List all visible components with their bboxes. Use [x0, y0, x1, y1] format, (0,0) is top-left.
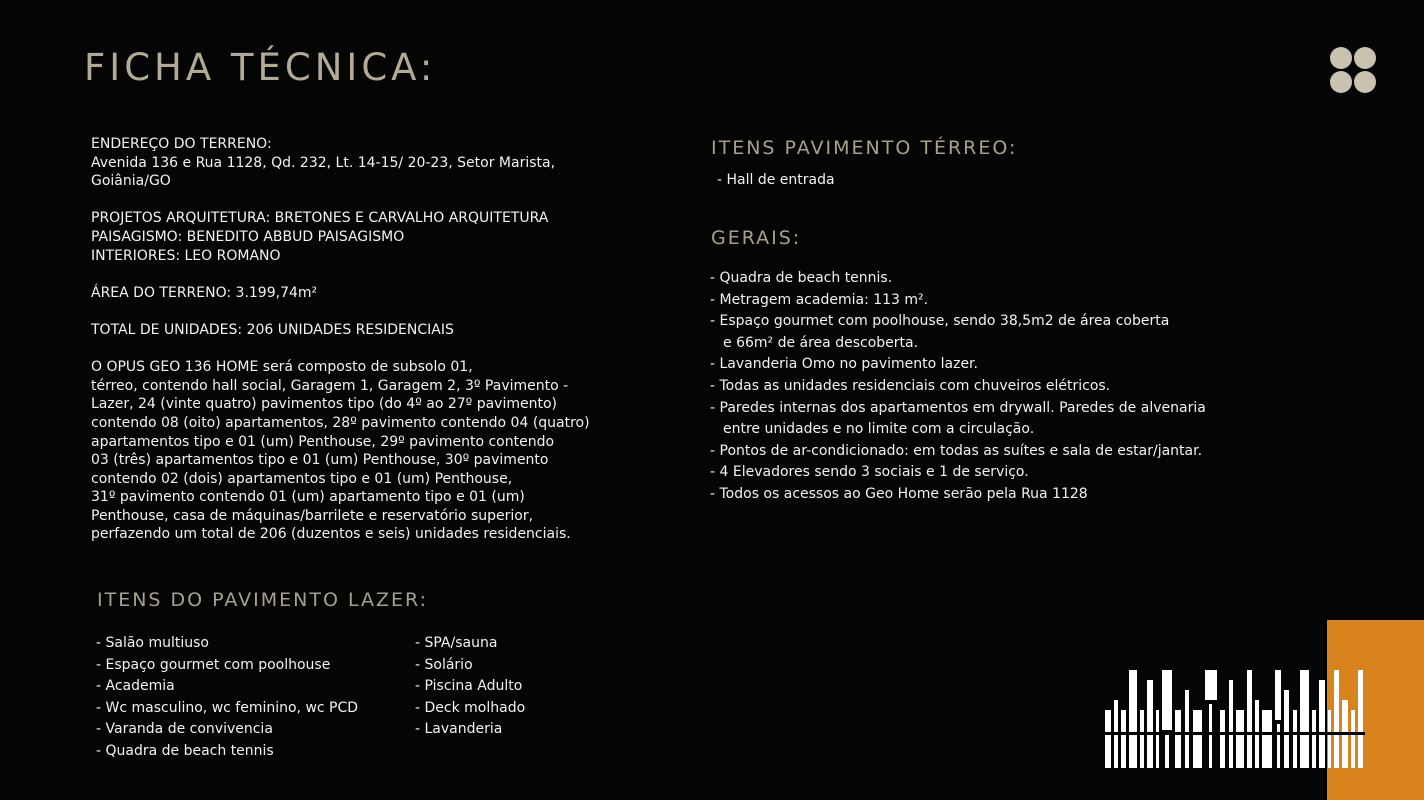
list-item: - Piscina Adulto: [415, 678, 523, 694]
terreo-heading: ITENS PAVIMENTO TÉRREO:: [711, 137, 1018, 159]
list-item: - Deck molhado: [415, 699, 526, 716]
list-item-text: - Paredes internas dos apartamentos em drywall. Paredes de alvenaria: [710, 399, 1206, 416]
list-item-text: - Quadra de beach tennis.: [710, 270, 893, 286]
page-title: FICHA TÉCNICA:: [84, 46, 437, 89]
list-item-continuation: e 66m² de área descoberta.: [723, 334, 919, 351]
list-item: [710, 484, 1206, 506]
gerais-heading: GERAIS:: [711, 227, 802, 249]
list-item: - Solário: [415, 656, 473, 673]
terreo-list: [717, 170, 835, 192]
interiors-credit: INTERIORES: LEO ROMANO: [91, 247, 281, 264]
list-item-text: - Pontos de ar-condicionado: em todas as suítes e sala de estar/jantar.: [710, 442, 1203, 459]
landscaping-credit: PAISAGISMO: BENEDITO ABBUD PAISAGISMO: [91, 228, 405, 245]
description-line: térreo, contendo hall social, Garagem 1, Garagem 2, 3º Pavimento -: [91, 377, 569, 394]
list-item: [710, 376, 1206, 398]
list-item: - Academia: [96, 678, 175, 694]
list-item-text: - Todas as unidades residenciais com chuveiros elétricos.: [710, 377, 1111, 394]
lazer-heading: ITENS DO PAVIMENTO LAZER:: [97, 589, 429, 611]
description-line: Penthouse, casa de máquinas/barrilete e reservatório superior,: [91, 507, 534, 524]
total-units: TOTAL DE UNIDADES: 206 UNIDADES RESIDENCIAIS: [91, 321, 454, 338]
list-item-continuation: entre unidades e no limite com a circulação.: [723, 421, 1035, 438]
address-line: Avenida 136 e Rua 1128, Qd. 232, Lt. 14-15/ 20-23, Setor Marista,: [91, 154, 556, 171]
address-block: [91, 135, 651, 191]
list-item: [710, 311, 1206, 354]
description-line: perfazendo um total de 206 (duzentos e seis) unidades residenciais.: [91, 526, 571, 543]
description-block: [91, 358, 651, 544]
list-item: [710, 398, 1206, 441]
projects-block: [91, 209, 651, 265]
land-area: ÁREA DO TERRENO: 3.199,74m²: [91, 284, 318, 301]
description-line: 03 (três) apartamentos tipo e 01 (um) Penthouse, 30º pavimento: [91, 452, 549, 469]
description-line: O OPUS GEO 136 HOME será composto de subsolo 01,: [91, 359, 473, 376]
list-item-text: - 4 Elevadores sendo 3 sociais e 1 de serviço.: [710, 464, 1029, 481]
list-item: [710, 441, 1206, 463]
lazer-list-col2: [415, 633, 525, 741]
gerais-list: [710, 268, 1206, 506]
list-item-text: - Lavanderia Omo no pavimento lazer.: [710, 356, 978, 373]
list-item: - Varanda de convivencia: [96, 721, 273, 737]
list-item: - Salão multiuso: [96, 635, 209, 651]
description-line: Lazer, 24 (vinte quatro) pavimentos tipo (do 4º ao 27º pavimento): [91, 396, 557, 413]
description-line: contendo 02 (dois) apartamentos tipo e 01 (um) Penthouse,: [91, 470, 513, 487]
address-city: Goiânia/GO: [91, 173, 171, 190]
list-item: - Hall de entrada: [717, 172, 835, 188]
description-line: contendo 08 (oito) apartamentos, 28º pavimento contendo 04 (quatro): [91, 414, 590, 431]
list-item-text: - Todos os acessos ao Geo Home serão pela Rua 1128: [710, 485, 1088, 502]
list-item: - Espaço gourmet com poolhouse: [96, 656, 331, 673]
project-info: [91, 135, 651, 563]
list-item: - Quadra de beach tennis: [96, 742, 274, 759]
list-item: - SPA/sauna: [415, 635, 498, 651]
four-circles-icon: [1329, 46, 1377, 94]
list-item: [710, 268, 1206, 290]
description-line: apartamentos tipo e 01 (um) Penthouse, 29º pavimento contendo: [91, 433, 555, 450]
description-line: 31º pavimento contendo 01 (um) apartamento tipo e 01 (um): [91, 489, 525, 506]
list-item: - Wc masculino, wc feminino, wc PCD: [96, 699, 359, 716]
address-label: ENDEREÇO DO TERRENO:: [91, 136, 272, 152]
lazer-list-col1: [96, 633, 358, 762]
list-item: - Lavanderia: [415, 721, 503, 737]
list-item-text: - Metragem academia: 113 m².: [710, 291, 929, 308]
list-item: [710, 290, 1206, 312]
list-item-text: - Espaço gourmet com poolhouse, sendo 38,5m2 de área coberta: [710, 313, 1170, 330]
barcode-logo-graphic: [1105, 670, 1365, 768]
list-item: [710, 354, 1206, 376]
list-item: [710, 462, 1206, 484]
architecture-credit: PROJETOS ARQUITETURA: BRETONES E CARVALHO ARQUITETURA: [91, 210, 549, 227]
